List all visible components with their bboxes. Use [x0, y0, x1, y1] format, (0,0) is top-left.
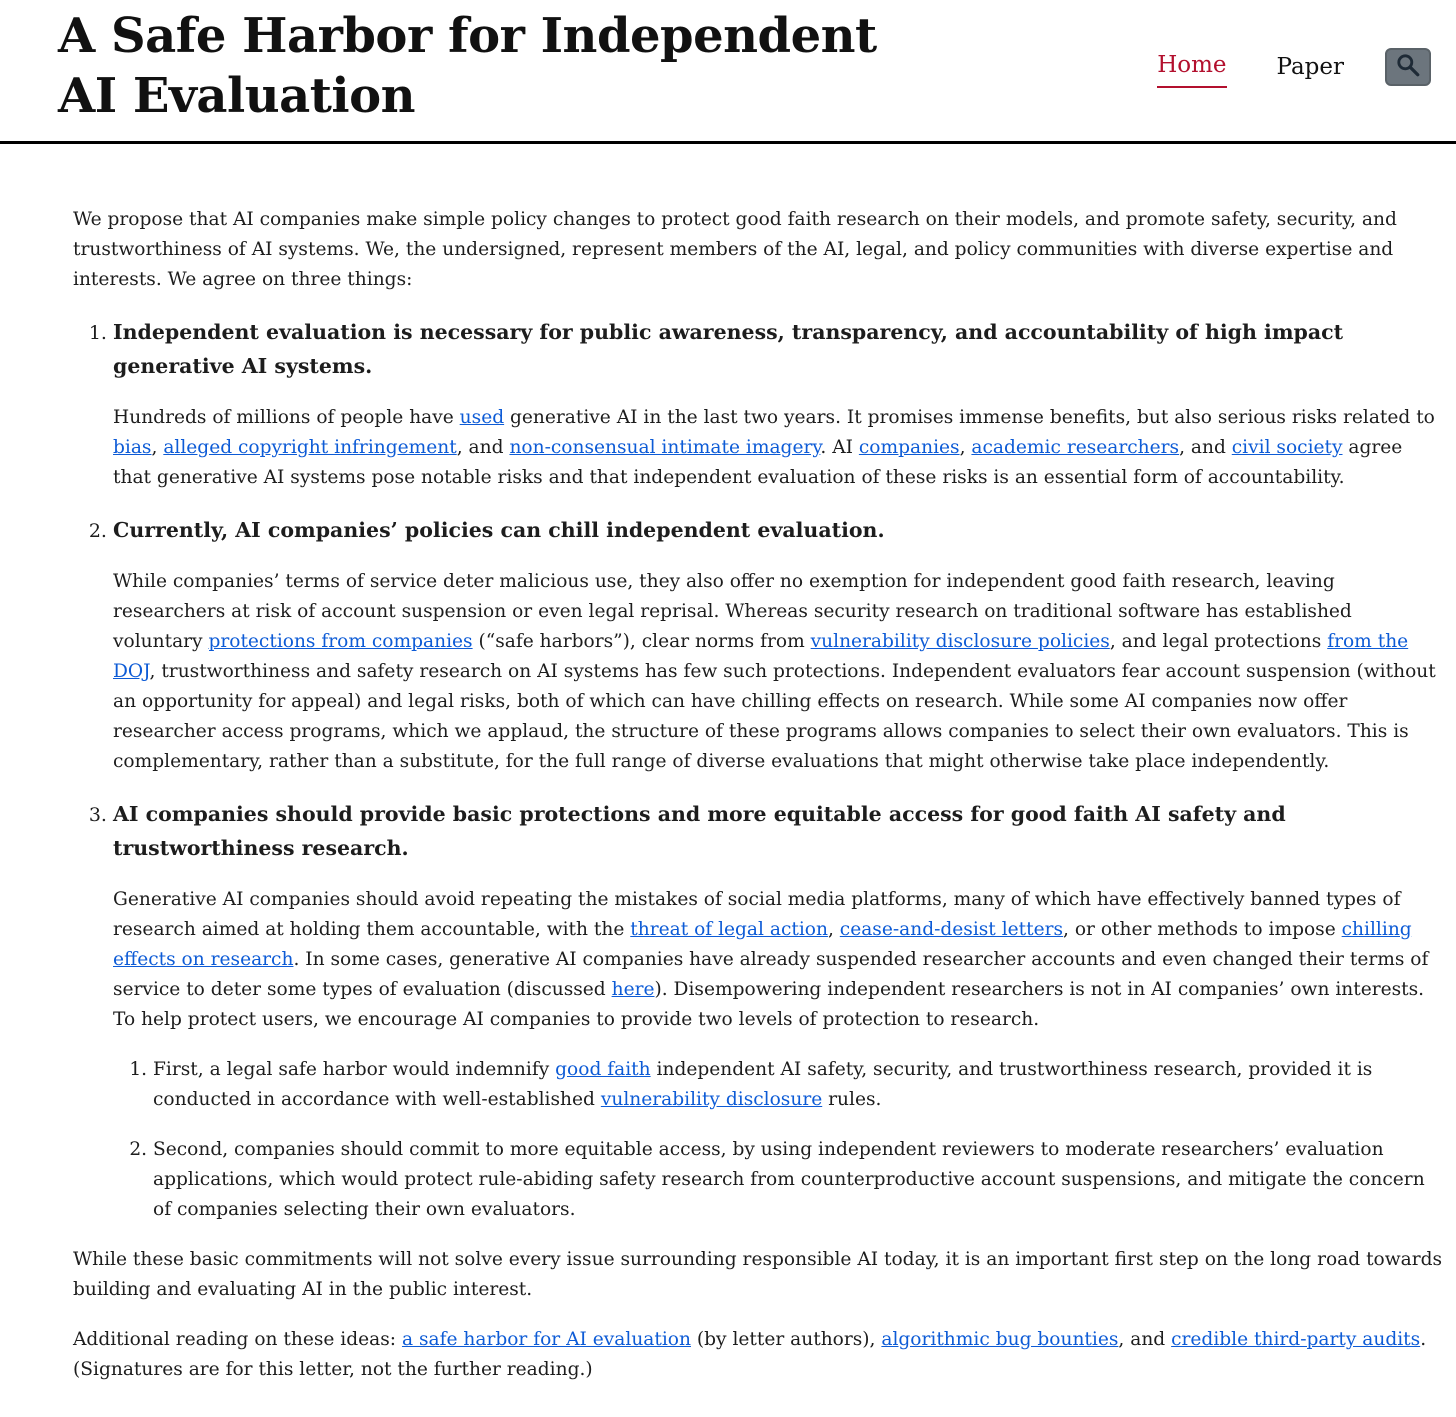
link-civil-society[interactable]: civil society	[1231, 437, 1343, 458]
agreement-body	[113, 885, 1443, 1035]
site-title: A Safe Harbor for Independent AI Evaluation	[58, 8, 877, 124]
body-text: generative AI in the last two years. It promises immense benefits, but also serious risks related to	[504, 407, 1435, 428]
link-from-the-doj[interactable]: from the DOJ	[113, 631, 1409, 682]
agreement-item-3	[113, 797, 1443, 1225]
link-vulnerability-disclosure[interactable]: vulnerability disclosure	[600, 1089, 823, 1110]
body-text: ,	[151, 437, 164, 458]
body-text: , and	[456, 437, 510, 458]
link-safe-harbor-paper[interactable]: a safe harbor for AI evaluation	[401, 1329, 691, 1350]
link-cease-and-desist[interactable]: cease-and-desist letters	[839, 919, 1064, 940]
protection-list	[113, 1055, 1443, 1225]
protection-item-1	[153, 1055, 1443, 1115]
site-header	[0, 0, 1456, 144]
main-nav	[1157, 46, 1431, 88]
agreement-title: 1. Independent evaluation is necessary for public awareness, transparency, and accountability of high impact generative AI systems.	[113, 320, 1344, 378]
body-text: Generative AI companies should avoid repeating the mistakes of social media platforms, many of which have effectively banned types of research aimed at holding them accountable, with the	[113, 889, 1401, 940]
additional-reading	[73, 1325, 1443, 1385]
body-text: (by letter authors),	[690, 1329, 882, 1350]
agreement-title: 3. AI companies should provide basic protections and more equitable access for good faith AI safety and trustworthiness research.	[113, 802, 1286, 860]
body-text: , or other methods to impose	[1063, 919, 1342, 940]
body-text: . AI	[820, 437, 859, 458]
body-text: While companies’ terms of service deter malicious use, they also offer no exemption for independent good faith research, leaving researchers at risk of account suspension or even legal reprisal. Whereas security research on traditional software has established voluntary	[113, 571, 1352, 652]
body-text: , and legal protections	[1109, 631, 1328, 652]
link-good-faith[interactable]: good faith	[555, 1059, 651, 1080]
body-text: . In some cases, generative AI companies have already suspended researcher accounts and even changed their terms of service to deter some types of evaluation (discussed	[113, 949, 1429, 1000]
body-text: First, a legal safe harbor would indemnify	[153, 1059, 556, 1080]
body-text: ). Disempowering independent researchers is not in AI companies’ own interests. To help protect users, we encourage AI companies to provide two levels of protection to research.	[113, 979, 1425, 1030]
body-text: , and	[1118, 1329, 1172, 1350]
body-text: Hundreds of millions of people have	[113, 407, 460, 428]
agreement-body	[113, 403, 1443, 493]
link-here[interactable]: here	[611, 979, 655, 1000]
link-algorithmic-bug-bounties[interactable]: algorithmic bug bounties	[881, 1329, 1119, 1350]
nav-home-link[interactable]: Home	[1157, 46, 1226, 88]
body-text: ,	[959, 437, 972, 458]
link-bias[interactable]: bias	[113, 437, 152, 458]
link-used[interactable]: used	[459, 407, 505, 428]
body-text: . (Signatures are for this letter, not the further reading.)	[73, 1329, 1427, 1380]
main-content	[73, 205, 1443, 1405]
link-companies[interactable]: companies	[858, 437, 960, 458]
body-text: (“safe harbors”), clear norms from	[472, 631, 811, 652]
link-academic-researchers[interactable]: academic researchers	[971, 437, 1180, 458]
agreement-body	[113, 567, 1443, 777]
body-text: , trustworthiness and safety research on AI systems has few such protections. Independent evaluators fear account suspension (without an opportunity for appeal) and legal risks, both of which can have chilling effects on research. While some AI companies now offer researcher access programs, which we applaud, the structure of these programs allows companies to select their own evaluators. This is complementary, rather than a substitute, for the full range of diverse evaluations that might otherwise take place independently.	[113, 661, 1436, 772]
nav-paper-link[interactable]: Paper	[1276, 54, 1344, 80]
link-ncii[interactable]: non-consensual intimate imagery	[509, 437, 821, 458]
body-text: , and	[1179, 437, 1232, 458]
search-icon	[1395, 52, 1421, 82]
intro-paragraph: We propose that AI companies make simple policy changes to protect good faith research on their models, and promote safety, security, and trustworthiness of AI systems. We, the undersigned, represent members of the AI, legal, and policy communities with diverse expertise and interests. We agree on three things:	[73, 209, 1397, 290]
search-button[interactable]	[1385, 48, 1431, 86]
link-protections-from-companies[interactable]: protections from companies	[208, 631, 473, 652]
link-vulnerability-disclosure-policies[interactable]: vulnerability disclosure policies	[810, 631, 1110, 652]
link-threat-of-legal-action[interactable]: threat of legal action	[630, 919, 828, 940]
agreement-item-1	[113, 315, 1443, 493]
body-text: Additional reading on these ideas:	[73, 1329, 402, 1350]
body-text: independent AI safety, security, and trustworthiness research, provided it is conducted in accordance with well-established	[153, 1059, 1373, 1110]
agreement-title: 2. Currently, AI companies’ policies can chill independent evaluation.	[113, 518, 885, 542]
link-third-party-audits[interactable]: credible third-party audits	[1171, 1329, 1421, 1350]
body-text: ,	[827, 919, 840, 940]
agreement-item-2	[113, 513, 1443, 777]
body-text: agree that generative AI systems pose notable risks and that independent evaluation of these risks is an essential form of accountability.	[113, 437, 1403, 488]
link-copyright[interactable]: alleged copyright infringement	[163, 437, 457, 458]
agreement-list	[73, 315, 1443, 1225]
body-text: Second, companies should commit to more equitable access, by using independent reviewers to moderate researchers’ evaluation applications, which would protect rule-abiding safety research from counterproductive account suspensions, and mitigate the concern of companies selecting their own evaluators.	[153, 1139, 1425, 1220]
protection-item-2	[153, 1135, 1443, 1225]
link-chilling-effects[interactable]: chilling effects on research	[113, 919, 1412, 970]
closing-paragraph: While these basic commitments will not solve every issue surrounding responsible AI today, it is an important first step on the long road towards building and evaluating AI in the public interest.	[73, 1249, 1443, 1300]
body-text: rules.	[822, 1089, 882, 1110]
